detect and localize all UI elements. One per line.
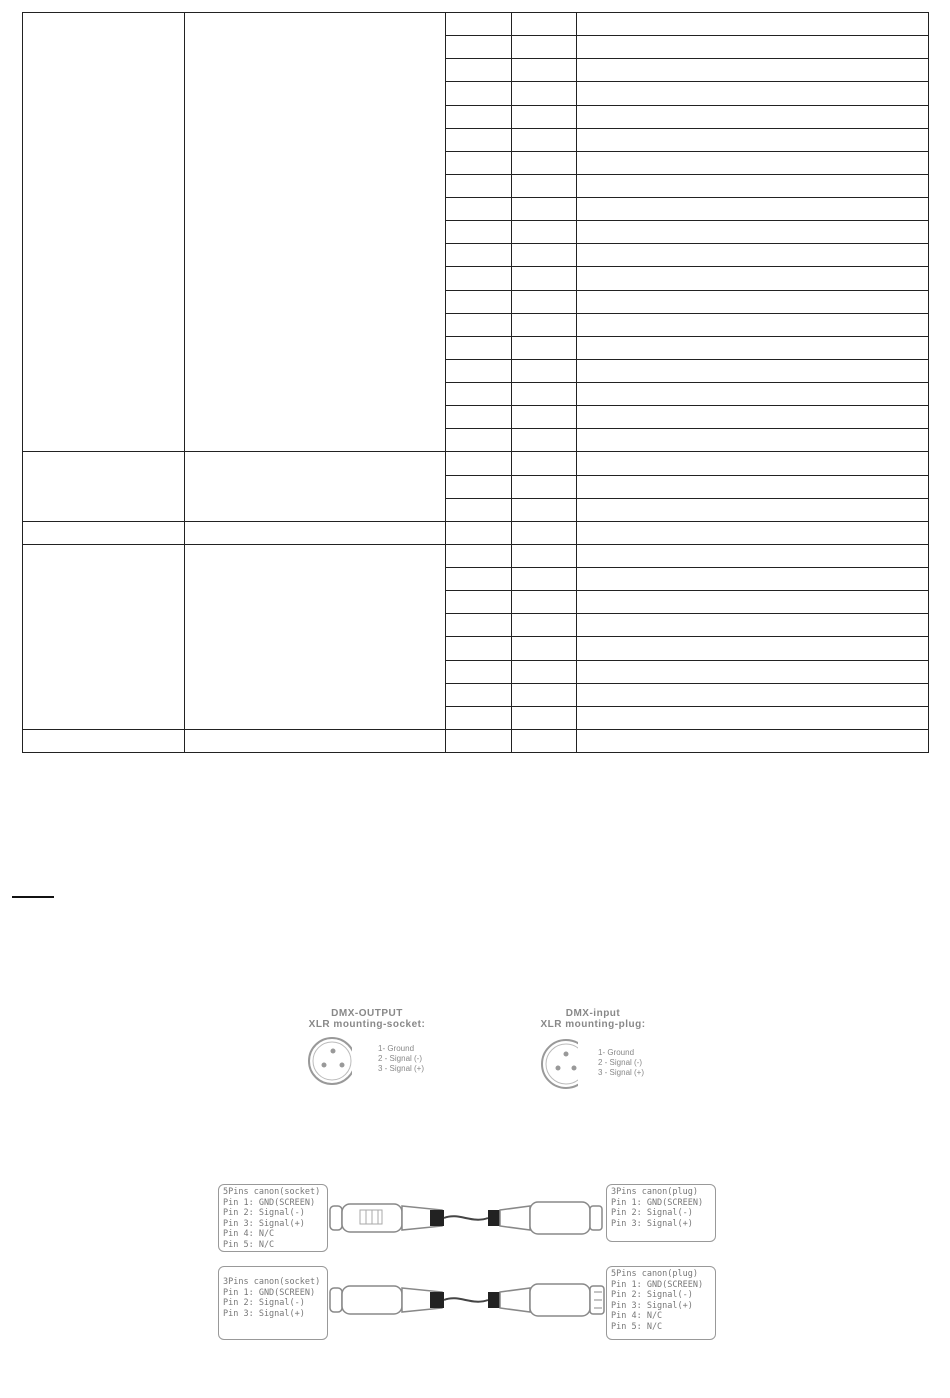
value-to-cell [512, 313, 577, 336]
xlr-output-title: DMX-OUTPUT [331, 1008, 403, 1019]
detail-cell [577, 359, 929, 382]
value-to-cell [512, 729, 577, 752]
pin-label: 1- Ground [598, 1048, 635, 1057]
value-from-cell [446, 313, 512, 336]
pinout-line: Pin 1: GND(SCREEN) [611, 1279, 704, 1290]
socket-pinout-box [218, 1266, 328, 1340]
detail-cell [577, 13, 929, 36]
value-to-cell [512, 128, 577, 151]
value-to-cell [512, 637, 577, 660]
value-to-cell [512, 683, 577, 706]
detail-cell [577, 706, 929, 729]
value-from-cell [446, 637, 512, 660]
value-to-cell [512, 267, 577, 290]
table-row [23, 544, 929, 567]
pinout-line: Pin 2: Signal(-) [611, 1290, 693, 1301]
detail-cell [577, 221, 929, 244]
pinout-line: Pin 5: N/C [611, 1321, 663, 1332]
value-from-cell [446, 290, 512, 313]
detail-cell [577, 174, 929, 197]
value-from-cell [446, 267, 512, 290]
pinout-line: Pin 3: Signal(+) [611, 1218, 693, 1229]
xlr-input-subtitle: XLR mounting-plug: [540, 1019, 646, 1030]
detail-cell [577, 59, 929, 82]
value-from-cell [446, 591, 512, 614]
pinout-line: Pin 4: N/C [223, 1229, 275, 1240]
detail-cell [577, 36, 929, 59]
detail-cell [577, 82, 929, 105]
detail-cell [577, 406, 929, 429]
value-to-cell [512, 706, 577, 729]
detail-cell [577, 198, 929, 221]
description-cell [185, 729, 446, 752]
pin-label: 1- Ground [378, 1044, 415, 1053]
pin-label: 2 - Signal (-) [598, 1058, 643, 1067]
pin-label: 3 - Signal (+) [598, 1068, 645, 1077]
value-from-cell [446, 221, 512, 244]
value-from-cell [446, 568, 512, 591]
value-to-cell [512, 521, 577, 544]
pinout-line: Pin 3: Signal(+) [223, 1218, 305, 1229]
xlr-plug-icon [518, 1034, 578, 1090]
value-to-cell [512, 429, 577, 452]
detail-cell [577, 267, 929, 290]
value-to-cell [512, 151, 577, 174]
table-row [23, 729, 929, 752]
pin-label: 2 - Signal (-) [378, 1054, 423, 1063]
table-row [23, 452, 929, 475]
detail-cell [577, 105, 929, 128]
value-from-cell [446, 359, 512, 382]
detail-cell [577, 383, 929, 406]
detail-cell [577, 498, 929, 521]
description-cell [185, 13, 446, 452]
pinout-line: Pin 4: N/C [611, 1311, 663, 1322]
table-row [23, 13, 929, 36]
pinout-line: Pin 3: Signal(+) [223, 1308, 305, 1319]
function-cell [23, 729, 185, 752]
value-from-cell [446, 429, 512, 452]
value-to-cell [512, 544, 577, 567]
value-from-cell [446, 128, 512, 151]
detail-cell [577, 313, 929, 336]
value-to-cell [512, 105, 577, 128]
table-row [23, 521, 929, 544]
value-from-cell [446, 706, 512, 729]
function-cell [23, 544, 185, 729]
value-to-cell [512, 383, 577, 406]
value-to-cell [512, 660, 577, 683]
xlr-output-pin-list [378, 1044, 424, 1074]
value-to-cell [512, 198, 577, 221]
value-to-cell [512, 568, 577, 591]
detail-cell [577, 568, 929, 591]
xlr-input-figure [518, 1008, 668, 1090]
value-from-cell [446, 660, 512, 683]
value-from-cell [446, 452, 512, 475]
detail-cell [577, 591, 929, 614]
pinout-line: Pin 1: GND(SCREEN) [223, 1197, 316, 1208]
value-to-cell [512, 13, 577, 36]
value-from-cell [446, 521, 512, 544]
xlr-socket-icon [292, 1034, 352, 1090]
socket-pinout-box [218, 1184, 328, 1252]
value-to-cell [512, 221, 577, 244]
detail-cell [577, 151, 929, 174]
value-from-cell [446, 544, 512, 567]
value-from-cell [446, 13, 512, 36]
cable-diagram-3pin-to-5pin [218, 1266, 716, 1334]
detail-cell [577, 336, 929, 359]
pinout-line: 3Pins canon(plug) [611, 1187, 698, 1197]
value-from-cell [446, 105, 512, 128]
pinout-line: Pin 1: GND(SCREEN) [611, 1197, 704, 1208]
cable-diagram-5pin-to-3pin [218, 1184, 716, 1252]
xlr-output-subtitle: XLR mounting-socket: [308, 1019, 426, 1030]
value-to-cell [512, 452, 577, 475]
value-from-cell [446, 383, 512, 406]
pinout-line: Pin 1: GND(SCREEN) [223, 1287, 316, 1298]
value-to-cell [512, 244, 577, 267]
pinout-line: Pin 3: Signal(+) [611, 1300, 693, 1311]
value-to-cell [512, 591, 577, 614]
detail-cell [577, 614, 929, 637]
xlr-input-pin-list [598, 1048, 644, 1078]
value-to-cell [512, 475, 577, 498]
pinout-line: 5Pins canon(socket) [223, 1187, 321, 1197]
pinout-line: 3Pins canon(socket) [223, 1277, 321, 1287]
value-from-cell [446, 82, 512, 105]
pinout-line: Pin 2: Signal(-) [611, 1208, 693, 1219]
value-from-cell [446, 475, 512, 498]
value-from-cell [446, 683, 512, 706]
function-cell [23, 452, 185, 521]
pin-label: 3 - Signal (+) [378, 1064, 425, 1073]
description-cell [185, 452, 446, 521]
value-from-cell [446, 729, 512, 752]
function-cell [23, 13, 185, 452]
plug-pinout-box [606, 1266, 716, 1340]
value-from-cell [446, 174, 512, 197]
section-heading-underline [12, 896, 54, 898]
value-from-cell [446, 151, 512, 174]
dmx-channel-table [22, 12, 929, 753]
detail-cell [577, 660, 929, 683]
value-to-cell [512, 336, 577, 359]
detail-cell [577, 521, 929, 544]
value-to-cell [512, 174, 577, 197]
detail-cell [577, 544, 929, 567]
value-from-cell [446, 498, 512, 521]
value-from-cell [446, 336, 512, 359]
value-to-cell [512, 614, 577, 637]
detail-cell [577, 637, 929, 660]
xlr-input-title: DMX-input [565, 1008, 621, 1019]
pinout-line: Pin 2: Signal(-) [223, 1298, 305, 1309]
xlr-cable-icon [324, 1272, 608, 1328]
value-to-cell [512, 290, 577, 313]
value-to-cell [512, 59, 577, 82]
detail-cell [577, 429, 929, 452]
value-from-cell [446, 406, 512, 429]
value-to-cell [512, 498, 577, 521]
plug-pinout-box [606, 1184, 716, 1242]
detail-cell [577, 290, 929, 313]
pinout-line: Pin 5: N/C [223, 1239, 275, 1250]
value-from-cell [446, 36, 512, 59]
value-from-cell [446, 198, 512, 221]
value-to-cell [512, 82, 577, 105]
value-from-cell [446, 59, 512, 82]
pinout-line: Pin 2: Signal(-) [223, 1208, 305, 1219]
function-cell [23, 521, 185, 544]
detail-cell [577, 475, 929, 498]
value-from-cell [446, 244, 512, 267]
value-to-cell [512, 406, 577, 429]
value-to-cell [512, 36, 577, 59]
detail-cell [577, 729, 929, 752]
detail-cell [577, 244, 929, 267]
description-cell [185, 544, 446, 729]
xlr-output-figure [292, 1008, 442, 1090]
description-cell [185, 521, 446, 544]
pinout-line: 5Pins canon(plug) [611, 1269, 698, 1279]
detail-cell [577, 452, 929, 475]
value-from-cell [446, 614, 512, 637]
value-to-cell [512, 359, 577, 382]
xlr-cable-icon [324, 1190, 608, 1246]
detail-cell [577, 128, 929, 151]
detail-cell [577, 683, 929, 706]
